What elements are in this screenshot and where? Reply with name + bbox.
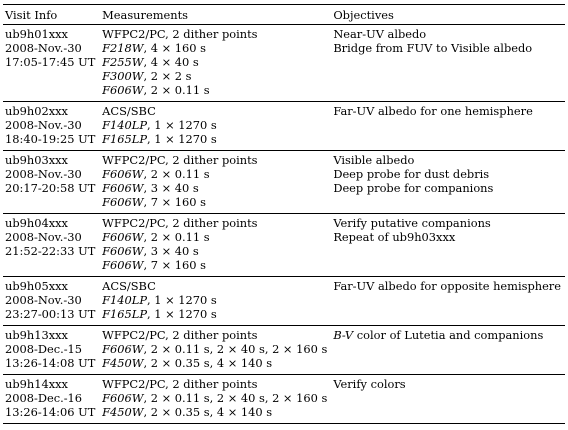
measurement-text: , 1 × 1270 s <box>147 118 217 132</box>
objective-line <box>333 27 561 41</box>
filter-name: F450W <box>102 356 144 370</box>
measurement-line <box>102 391 327 405</box>
measurements-cell <box>100 214 331 277</box>
measurement-text: , 2 × 0.11 s <box>143 167 210 181</box>
measurement-line <box>102 216 327 230</box>
table-row <box>3 214 565 277</box>
header-row <box>3 5 565 25</box>
objective-line <box>333 216 561 230</box>
visit-info-cell <box>3 326 100 375</box>
objective-line <box>333 181 561 195</box>
filter-name: F606W <box>102 230 144 244</box>
filter-name: F140LP <box>102 293 147 307</box>
measurement-text: , 3 × 40 s <box>143 181 199 195</box>
measurement-text: WFPC2/PC, 2 dither points <box>102 377 258 391</box>
measurement-line <box>102 181 327 195</box>
filter-name: F140LP <box>102 118 147 132</box>
objective-text: Far-UV albedo for one hemisphere <box>333 104 533 118</box>
visit-time: 23:27-00:13 UT <box>5 307 96 321</box>
objectives-cell <box>331 25 565 102</box>
measurement-text: , 7 × 160 s <box>143 195 206 209</box>
visit-info-cell <box>3 102 100 151</box>
objective-text: color of Lutetia and companions <box>353 328 544 342</box>
measurement-text: , 4 × 40 s <box>143 55 199 69</box>
objectives-cell <box>331 151 565 214</box>
header-measurements: Measurements <box>100 5 331 25</box>
measurement-line <box>102 230 327 244</box>
measurement-text: , 1 × 1270 s <box>147 293 217 307</box>
measurements-cell <box>100 102 331 151</box>
objective-text: Deep probe for dust debris <box>333 167 490 181</box>
measurement-text: , 1 × 1270 s <box>147 132 217 146</box>
measurement-text: , 2 × 0.35 s, 4 × 140 s <box>143 356 273 370</box>
table-row <box>3 326 565 375</box>
visit-id: ub9h14xxx <box>5 377 68 391</box>
visit-time: 13:26-14:08 UT <box>5 356 96 370</box>
objective-line <box>333 153 561 167</box>
filter-name: F450W <box>102 405 144 419</box>
measurement-line <box>102 405 327 419</box>
measurement-text: ACS/SBC <box>102 279 156 293</box>
measurement-line <box>102 328 327 342</box>
header-visit-info: Visit Info <box>3 5 100 25</box>
visit-time: 13:26-14:06 UT <box>5 405 96 419</box>
table-row <box>3 25 565 102</box>
observation-table <box>3 4 565 424</box>
measurement-line <box>102 104 327 118</box>
measurement-text: , 2 × 0.11 s, 2 × 40 s, 2 × 160 s <box>143 391 328 405</box>
visit-date: 2008-Nov.-30 <box>5 41 82 55</box>
measurement-line <box>102 307 327 321</box>
visit-id: ub9h01xxx <box>5 27 68 41</box>
visit-info-cell <box>3 151 100 214</box>
measurement-text: , 2 × 0.11 s <box>143 83 210 97</box>
measurement-line <box>102 293 327 307</box>
measurement-text: , 2 × 0.11 s, 2 × 40 s, 2 × 160 s <box>143 342 328 356</box>
visit-info-cell <box>3 214 100 277</box>
objective-text: Near-UV albedo <box>333 27 427 41</box>
measurement-line <box>102 69 327 83</box>
measurement-text: , 1 × 1270 s <box>147 307 217 321</box>
table-row <box>3 102 565 151</box>
objective-text: Verify putative companions <box>333 216 491 230</box>
measurement-text: WFPC2/PC, 2 dither points <box>102 153 258 167</box>
visit-date: 2008-Nov.-30 <box>5 118 82 132</box>
visit-info-cell <box>3 375 100 424</box>
filter-name: F606W <box>102 244 144 258</box>
measurement-line <box>102 244 327 258</box>
measurements-cell <box>100 277 331 326</box>
measurement-line <box>102 167 327 181</box>
measurement-text: , 2 × 0.35 s, 4 × 140 s <box>143 405 273 419</box>
visit-date: 2008-Nov.-30 <box>5 293 82 307</box>
filter-name: F165LP <box>102 132 147 146</box>
objective-text: Verify colors <box>333 377 406 391</box>
objective-line <box>333 328 561 342</box>
filter-name: F606W <box>102 181 144 195</box>
measurement-line <box>102 356 327 370</box>
measurement-line <box>102 258 327 272</box>
objective-line <box>333 230 561 244</box>
objective-line <box>333 279 561 293</box>
objective-line <box>333 167 561 181</box>
visit-date: 2008-Nov.-30 <box>5 230 82 244</box>
visit-date: 2008-Dec.-16 <box>5 391 83 405</box>
visit-date: 2008-Dec.-15 <box>5 342 83 356</box>
filter-name: F606W <box>102 391 144 405</box>
table-row <box>3 277 565 326</box>
visit-info-cell <box>3 25 100 102</box>
measurement-text: , 7 × 160 s <box>143 258 206 272</box>
measurement-line <box>102 132 327 146</box>
measurement-line <box>102 195 327 209</box>
objectives-cell <box>331 102 565 151</box>
visit-id: ub9h03xxx <box>5 153 68 167</box>
measurement-text: , 2 × 0.11 s <box>143 230 210 244</box>
objective-text: Repeat of ub9h03xxx <box>333 230 456 244</box>
measurement-text: WFPC2/PC, 2 dither points <box>102 27 258 41</box>
objective-text: Far-UV albedo for opposite hemisphere <box>333 279 561 293</box>
measurement-line <box>102 83 327 97</box>
visit-id: ub9h04xxx <box>5 216 68 230</box>
objective-text: Bridge from FUV to Visible albedo <box>333 41 533 55</box>
measurement-line <box>102 55 327 69</box>
visit-time: 20:17-20:58 UT <box>5 181 96 195</box>
measurement-text: , 4 × 160 s <box>143 41 206 55</box>
filter-name: F300W <box>102 69 144 83</box>
visit-id: ub9h05xxx <box>5 279 68 293</box>
objectives-cell <box>331 214 565 277</box>
filter-name: F165LP <box>102 307 147 321</box>
filter-name: F606W <box>102 342 144 356</box>
visit-time: 17:05-17:45 UT <box>5 55 96 69</box>
filter-name: F606W <box>102 83 144 97</box>
filter-name: F255W <box>102 55 144 69</box>
filter-name: F218W <box>102 41 144 55</box>
measurement-text: , 2 × 2 s <box>143 69 192 83</box>
visit-date: 2008-Nov.-30 <box>5 167 82 181</box>
objective-text: Deep probe for companions <box>333 181 494 195</box>
measurement-text: WFPC2/PC, 2 dither points <box>102 328 258 342</box>
measurements-cell <box>100 151 331 214</box>
filter-name: F606W <box>102 167 144 181</box>
measurements-cell <box>100 326 331 375</box>
header-objectives: Objectives <box>331 5 565 25</box>
measurement-line <box>102 377 327 391</box>
visit-time: 18:40-19:25 UT <box>5 132 96 146</box>
measurement-line <box>102 118 327 132</box>
filter-name: F606W <box>102 258 144 272</box>
measurement-line <box>102 342 327 356</box>
measurements-cell <box>100 25 331 102</box>
measurement-line <box>102 279 327 293</box>
measurement-line <box>102 153 327 167</box>
objectives-cell <box>331 375 565 424</box>
visit-id: ub9h13xxx <box>5 328 68 342</box>
objective-line <box>333 41 561 55</box>
table-row <box>3 375 565 424</box>
measurement-text: ACS/SBC <box>102 104 156 118</box>
measurements-cell <box>100 375 331 424</box>
measurement-text: WFPC2/PC, 2 dither points <box>102 216 258 230</box>
table-row <box>3 151 565 214</box>
filter-name: F606W <box>102 195 144 209</box>
objectives-cell <box>331 277 565 326</box>
visit-time: 21:52-22:33 UT <box>5 244 96 258</box>
objective-line <box>333 377 561 391</box>
measurement-line <box>102 41 327 55</box>
objective-line <box>333 104 561 118</box>
objective-emphasis: B-V <box>333 328 354 342</box>
objective-text: Visible albedo <box>333 153 415 167</box>
visit-info-cell <box>3 277 100 326</box>
table-header <box>3 5 565 25</box>
table-body <box>3 25 565 424</box>
objectives-cell <box>331 326 565 375</box>
measurement-line <box>102 27 327 41</box>
visit-id: ub9h02xxx <box>5 104 68 118</box>
measurement-text: , 3 × 40 s <box>143 244 199 258</box>
